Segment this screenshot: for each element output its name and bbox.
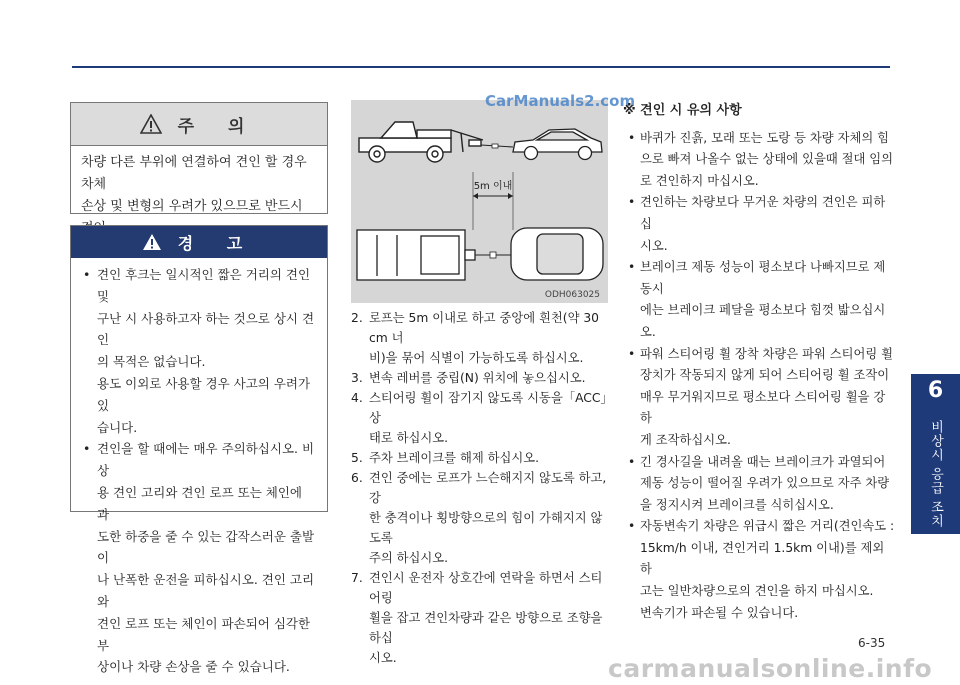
tow-truck-icon [359, 122, 483, 162]
warning-title: 경 고 [177, 233, 257, 253]
caution-title: 주 의 [177, 116, 259, 137]
page-number: 6-35 [858, 636, 886, 650]
caution-box [70, 102, 328, 214]
towing-diagram [351, 100, 608, 303]
towing-illustration [351, 100, 608, 303]
towing-precautions [623, 100, 895, 624]
step-item: 6. 견인 중에는 로프가 느슨해지지 않도록 하고, 강 한 충격이나 횡방향으로의 힘이 가해지지 않도록 주의 하십시오. [351, 471, 607, 565]
warning-item: • 견인 후크는 일시적인 짧은 거리의 견인 및 구난 시 사용하고자 하는 것으로 상시 견인 의 목적은 없습니다. [83, 267, 315, 370]
step-item: 2. 로프는 5m 이내로 하고 중앙에 흰천(약 30 cm 너 비)을 묶어 식별이 가능하도록 하십시오. [351, 311, 600, 365]
warning-item: • 견인을 할 때에는 매우 주의하십시오. 비상 용 견인 고리와 견인 로프 또는 체인에 과 도한 하중을 줄 수 있는 갑작스러운 출발이 나 난폭한 운전을 피하십시오. 견인 고리와 견인 로프 또는 체인이 파손되어 심각한 부 상이나 차량 손상을 줄 수 있습니다. [83, 441, 315, 675]
towing-steps [351, 308, 613, 668]
top-rule [72, 66, 890, 68]
precautions-title: ※ 견인 시 유의 사항 [623, 103, 742, 118]
step-item: 3. 변속 레버를 중립(N) 위치에 놓으십시오. [351, 371, 586, 385]
distance-label: 5m 이내 [473, 181, 513, 192]
towed-car-icon [513, 129, 602, 160]
warning-triangle-icon [140, 114, 162, 134]
warning-text [71, 258, 327, 678]
step-item: 4. 스티어링 휠이 잠기지 않도록 시동을「ACC」상 태로 하십시오. [351, 391, 613, 445]
caution-header [71, 103, 327, 146]
precaution-subtext: 변속기가 파손될 수 있습니다. [640, 605, 799, 620]
step-item: 5. 주차 브레이크를 해제 하십시오. [351, 451, 540, 465]
footer-watermark: carmanualsonline.info [608, 654, 933, 683]
chapter-label: 비상시 응급 조치 [928, 420, 943, 529]
warning-header [71, 226, 327, 258]
figure-code: ODH063025 [544, 290, 600, 300]
precaution-item: • 브레이크 제동 성능이 평소보다 나빠지므로 제동시 에는 브레이크 페달을 평소보다 힘껏 밟으십시오. [628, 260, 886, 339]
precaution-item: • 파워 스티어링 휠 장착 차량은 파워 스티어링 휠 장치가 작동되지 않게 되어 스티어링 휠 조작이 매우 무거워지므로 평소보다 스티어링 휠을 강하 게 조작하십시오. [628, 346, 894, 447]
warning-subtext: 용도 이외로 사용할 경우 사고의 우려가 있 습니다. [97, 375, 311, 435]
precaution-item: • 바퀴가 진흙, 모래 또는 도랑 등 차량 자체의 힘 으로 빠져 나올수 없는 상태에 있을때 절대 임의 로 견인하지 마십시오. [628, 130, 894, 188]
towed-car-top-icon [511, 228, 603, 280]
warning-triangle-icon [142, 233, 162, 251]
chapter-number: 6 [927, 378, 944, 403]
tow-truck-top-icon [357, 230, 475, 280]
precaution-item: • 견인하는 차량보다 무거운 차량의 견인은 피하십 시오. [628, 195, 886, 253]
precaution-item: • 자동변속기 차량은 위급시 짧은 거리(견인속도 : 15km/h 이내, 견인거리 1.5km 이내)를 제외하 고는 일반차량으로의 견인을 하지 마십시오. [628, 519, 895, 599]
warning-box [70, 225, 328, 675]
precaution-item: • 긴 경사길을 내려올 때는 브레이크가 과열되어 제동 성능이 떨어질 우려가 있으므로 자주 차량 을 정지시켜 브레이크를 식히십시오. [628, 454, 890, 512]
step-item: 7. 견인시 운전자 상호간에 연락을 하면서 스티어링 휠을 잡고 견인차량과 같은 방향으로 조향을 하십 시오. [351, 571, 603, 665]
caution-line: 손상 및 변형의 우려가 있으므로 반드시 [81, 199, 303, 214]
watermark-text: CarManuals2.com [485, 92, 636, 110]
caution-line: 차량 다른 부위에 연결하여 견인 할 경우 차체 [81, 155, 307, 192]
